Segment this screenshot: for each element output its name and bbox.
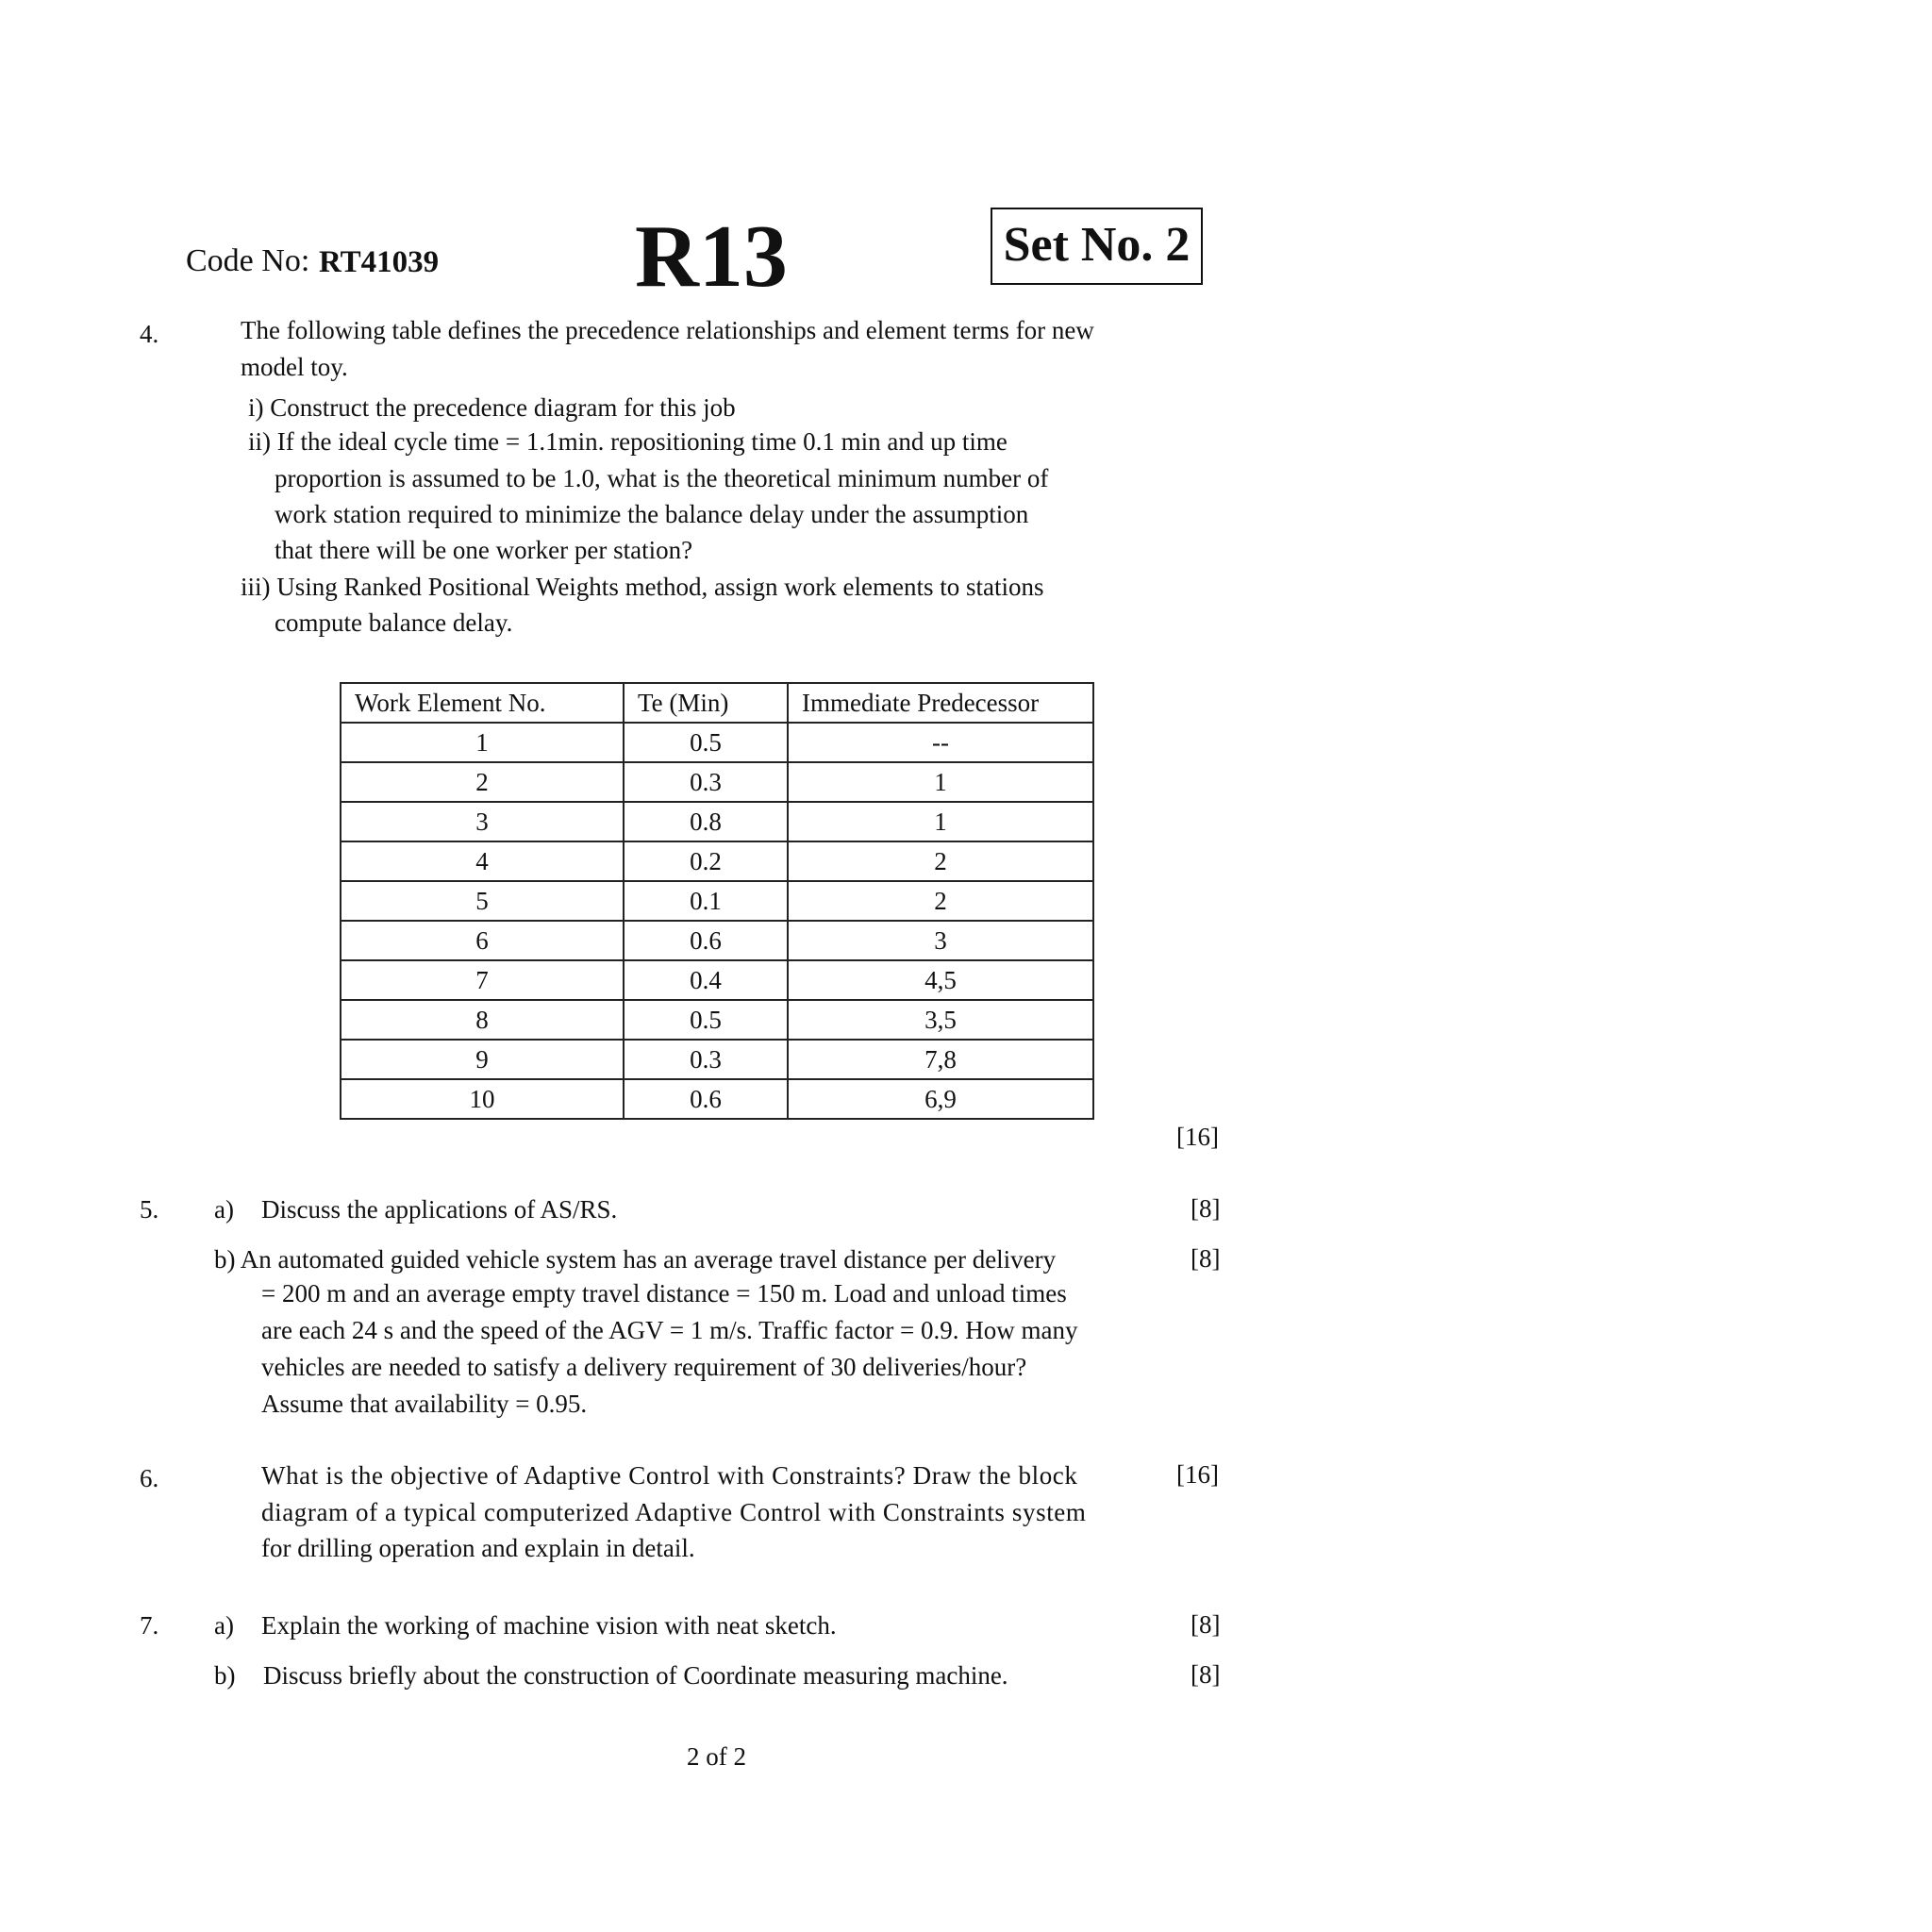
table-cell: -- <box>788 723 1093 762</box>
table-cell: 0.4 <box>624 960 788 1000</box>
table-cell: 0.3 <box>624 762 788 802</box>
table-cell: 0.5 <box>624 723 788 762</box>
table-cell: 2 <box>788 841 1093 881</box>
regulation-title: R13 <box>635 208 788 306</box>
table-row <box>341 1040 1093 1079</box>
q4-part-ii-line2: proportion is assumed to be 1.0, what is the theoretical minimum number of <box>275 464 1049 492</box>
q5-b-line1: b) An automated guided vehicle system has an average travel distance per delivery <box>214 1245 1057 1274</box>
table-cell: 7,8 <box>788 1040 1093 1079</box>
precedence-table <box>340 682 1094 1120</box>
q5-b-line3: are each 24 s and the speed of the AGV = 1 m/s. Traffic factor = 0.9. How many <box>261 1316 1078 1344</box>
table-row <box>341 841 1093 881</box>
q4-part-ii-line1: ii) If the ideal cycle time = 1.1min. repositioning time 0.1 min and up time <box>248 427 1008 456</box>
table-cell: 4,5 <box>788 960 1093 1000</box>
set-no-box <box>991 208 1203 285</box>
set-no-label: Set No. 2 <box>1003 218 1191 272</box>
table-cell: 3 <box>341 802 624 841</box>
table-cell: 3 <box>788 921 1093 960</box>
precedence-table-container <box>340 682 1094 1120</box>
code-no-value: RT41039 <box>319 245 440 279</box>
table-cell: 8 <box>341 1000 624 1040</box>
table-row <box>341 960 1093 1000</box>
column-header: Te (Min) <box>624 683 788 723</box>
q6-line2: diagram of a typical computerized Adaptive Control with Constraints system <box>261 1498 1087 1526</box>
q5-a-label: a) <box>214 1195 234 1224</box>
q7-b-label: b) <box>214 1661 236 1690</box>
q7-b-marks: [8] <box>1191 1660 1221 1689</box>
table-cell: 6 <box>341 921 624 960</box>
q4-marks: [16] <box>1176 1123 1219 1151</box>
q7-b-text: Discuss briefly about the construction of Coordinate measuring machine. <box>263 1661 1008 1690</box>
table-cell: 5 <box>341 881 624 921</box>
q4-number: 4. <box>140 320 159 348</box>
q4-intro-line1: The following table defines the precedence relationships and element terms for new <box>241 316 1094 344</box>
table-cell: 10 <box>341 1079 624 1119</box>
table-header-row <box>341 683 1093 723</box>
column-header: Work Element No. <box>341 683 624 723</box>
page-number: 2 of 2 <box>687 1742 746 1771</box>
q4-part-i: i) Construct the precedence diagram for this job <box>248 393 736 422</box>
table-cell: 0.8 <box>624 802 788 841</box>
table-cell: 3,5 <box>788 1000 1093 1040</box>
q5-b-line5: Assume that availability = 0.95. <box>261 1390 588 1418</box>
q5-b-marks: [8] <box>1191 1244 1221 1273</box>
table-row <box>341 1000 1093 1040</box>
table-row <box>341 881 1093 921</box>
q7-a-text: Explain the working of machine vision with neat sketch. <box>261 1611 837 1640</box>
table-cell: 6,9 <box>788 1079 1093 1119</box>
q5-a-text: Discuss the applications of AS/RS. <box>261 1195 618 1224</box>
table-cell: 9 <box>341 1040 624 1079</box>
table-row <box>341 723 1093 762</box>
q6-line3: for drilling operation and explain in detail. <box>261 1534 695 1562</box>
table-cell: 0.2 <box>624 841 788 881</box>
table-cell: 7 <box>341 960 624 1000</box>
table-cell: 4 <box>341 841 624 881</box>
table-row <box>341 921 1093 960</box>
code-no-label: Code No: <box>186 243 310 278</box>
q4-intro-line2: model toy. <box>241 353 348 381</box>
q6-line1: What is the objective of Adaptive Control with Constraints? Draw the block <box>261 1461 1078 1490</box>
q7-number: 7. <box>140 1611 159 1640</box>
table-cell: 2 <box>341 762 624 802</box>
q4-part-iii-line2: compute balance delay. <box>275 608 513 637</box>
q4-part-ii-line4: that there will be one worker per station? <box>275 536 693 564</box>
table-cell: 1 <box>341 723 624 762</box>
table-cell: 0.3 <box>624 1040 788 1079</box>
table-cell: 1 <box>788 762 1093 802</box>
table-cell: 0.6 <box>624 1079 788 1119</box>
q6-number: 6. <box>140 1464 159 1492</box>
table-row <box>341 762 1093 802</box>
q4-part-ii-line3: work station required to minimize the balance delay under the assumption <box>275 500 1029 528</box>
table-cell: 2 <box>788 881 1093 921</box>
q4-part-iii-line1: iii) Using Ranked Positional Weights method, assign work elements to stations <box>241 573 1044 601</box>
table-cell: 0.1 <box>624 881 788 921</box>
table-cell: 1 <box>788 802 1093 841</box>
q6-marks: [16] <box>1176 1460 1219 1489</box>
table-cell: 0.5 <box>624 1000 788 1040</box>
table-cell: 0.6 <box>624 921 788 960</box>
table-row <box>341 1079 1093 1119</box>
q5-b-line2: = 200 m and an average empty travel distance = 150 m. Load and unload times <box>261 1279 1067 1307</box>
column-header: Immediate Predecessor <box>788 683 1093 723</box>
q7-a-label: a) <box>214 1611 234 1640</box>
q5-number: 5. <box>140 1195 159 1224</box>
q5-a-marks: [8] <box>1191 1194 1221 1223</box>
table-row <box>341 802 1093 841</box>
q7-a-marks: [8] <box>1191 1610 1221 1639</box>
q5-b-line4: vehicles are needed to satisfy a delivery requirement of 30 deliveries/hour? <box>261 1353 1027 1381</box>
